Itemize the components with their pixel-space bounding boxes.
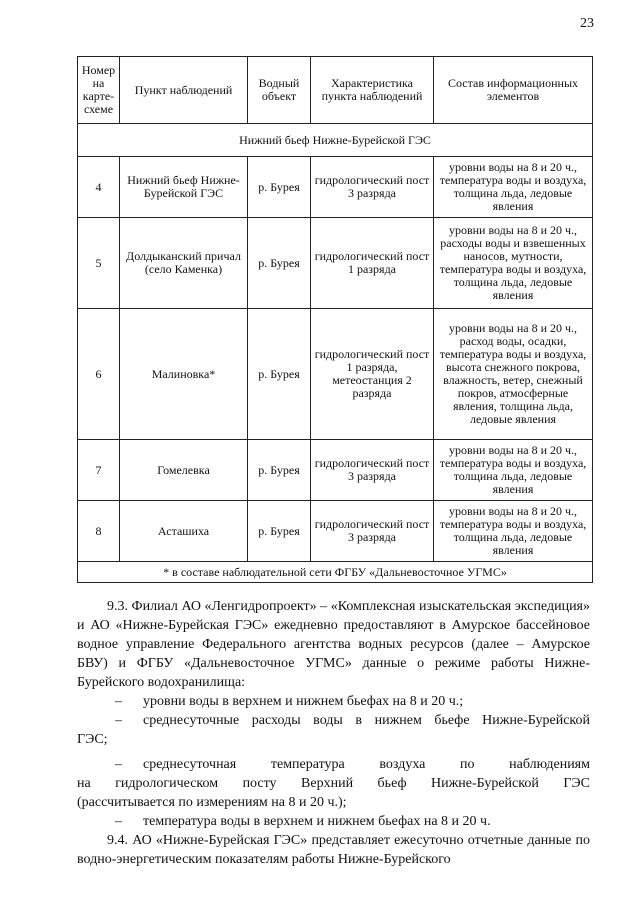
header-map-number: Номер на карте-схеме [78,57,120,124]
header-water-body: Водный объект [248,57,311,124]
body-text [77,597,590,869]
list-item-text: среднесуточная температура воздуха по наблюдениям [143,757,590,772]
list-dash: – [115,814,122,829]
list-item-continuation: на гидрологическом посту Верхний бьеф Нижне-Бурейской ГЭС [77,776,590,791]
list-dash: – [115,757,122,772]
page-number: 23 [580,16,594,31]
cell-water: р. Бурея [248,440,311,501]
cell-elements: уровни воды на 8 и 20 ч., температура воды и воздуха, толщина льда, ледовые явления [434,501,593,562]
section-title: Нижний бьеф Нижне-Бурейской ГЭС [78,124,593,157]
cell-elements: уровни воды на 8 и 20 ч., температура воды и воздуха, толщина льда, ледовые явления [434,440,593,501]
cell-water: р. Бурея [248,309,311,440]
cell-number: 4 [78,157,120,218]
list-item-text: среднесуточные расходы воды в нижнем бьефе Нижне-Бурейской [143,713,590,728]
header-info-elements: Состав информационных элементов [434,57,593,124]
list-item [77,692,590,711]
list-dash: – [115,694,122,709]
table-footnote: * в составе наблюдательной сети ФГБУ «Дальневосточное УГМС» [78,562,593,583]
list-item [77,711,590,730]
cell-number: 7 [78,440,120,501]
header-observation-point: Пункт наблюдений [120,57,248,124]
cell-water: р. Бурея [248,218,311,309]
cell-point: Малиновка* [120,309,248,440]
list-item [77,755,590,774]
table-footnote-row [78,562,593,583]
list-item [77,812,590,831]
cell-characteristics: гидрологический пост 3 разряда [311,501,434,562]
cell-characteristics: гидрологический пост 1 разряда [311,218,434,309]
table-row [78,440,593,501]
cell-elements: уровни воды на 8 и 20 ч., температура воды и воздуха, толщина льда, ледовые явления [434,157,593,218]
list-dash: – [115,713,122,728]
section-row [78,124,593,157]
cell-characteristics: гидрологический пост 3 разряда [311,157,434,218]
paragraph-9-4: 9.4. АО «Нижне-Бурейская ГЭС» представляет ежесуточно отчетные данные по водно-энергетическим показателям работы Нижне-Бурейского [77,833,590,867]
list-item-continuation: (рассчитывается по измерениям на 8 и 20 ч.); [77,795,347,810]
cell-point: Долдыканский причал (село Каменка) [120,218,248,309]
list-item-text: уровни воды в верхнем и нижнем бьефах на 8 и 20 ч.; [143,694,464,709]
paragraph-9-3: 9.3. Филиал АО «Ленгидропроект» – «Комплексная изыскательская экспедиция» и АО «Нижне-Бурейская ГЭС» ежедневно предоставляют в Амурское бассейновое водное управление Федерального агентства водных ресурсов (далее – Амурское БВУ) и ФГБУ «Дальневосточное УГМС» данные о режиме работы Нижне-Бурейского водохранилища: [77,599,590,690]
cell-characteristics: гидрологический пост 3 разряда [311,440,434,501]
cell-water: р. Бурея [248,501,311,562]
cell-elements: уровни воды на 8 и 20 ч., расходы воды и взвешенных наносов, мутности, температура воды и воздуха, толщина льда, ледовые явления [434,218,593,309]
list-item-text: температура воды в верхнем и нижнем бьефах на 8 и 20 ч. [143,814,491,829]
list-item-continuation: ГЭС; [77,732,108,747]
table-row [78,218,593,309]
cell-point: Гомелевка [120,440,248,501]
cell-number: 8 [78,501,120,562]
cell-number: 6 [78,309,120,440]
cell-number: 5 [78,218,120,309]
table-row [78,309,593,440]
cell-elements: уровни воды на 8 и 20 ч., расход воды, осадки, температура воды и воздуха, высота снежного покрова, влажность, ветер, снежный покров, атмосферные явления, толщина льда, ледовые явления [434,309,593,440]
table-row [78,501,593,562]
header-point-characteristics: Характеристика пункта наблюдений [311,57,434,124]
table-header-row [78,57,593,124]
cell-characteristics: гидрологический пост 1 разряда, метеостанция 2 разряда [311,309,434,440]
observation-points-table [77,56,593,583]
table-row [78,157,593,218]
cell-point: Асташиха [120,501,248,562]
cell-water: р. Бурея [248,157,311,218]
cell-point: Нижний бьеф Нижне-Бурейской ГЭС [120,157,248,218]
